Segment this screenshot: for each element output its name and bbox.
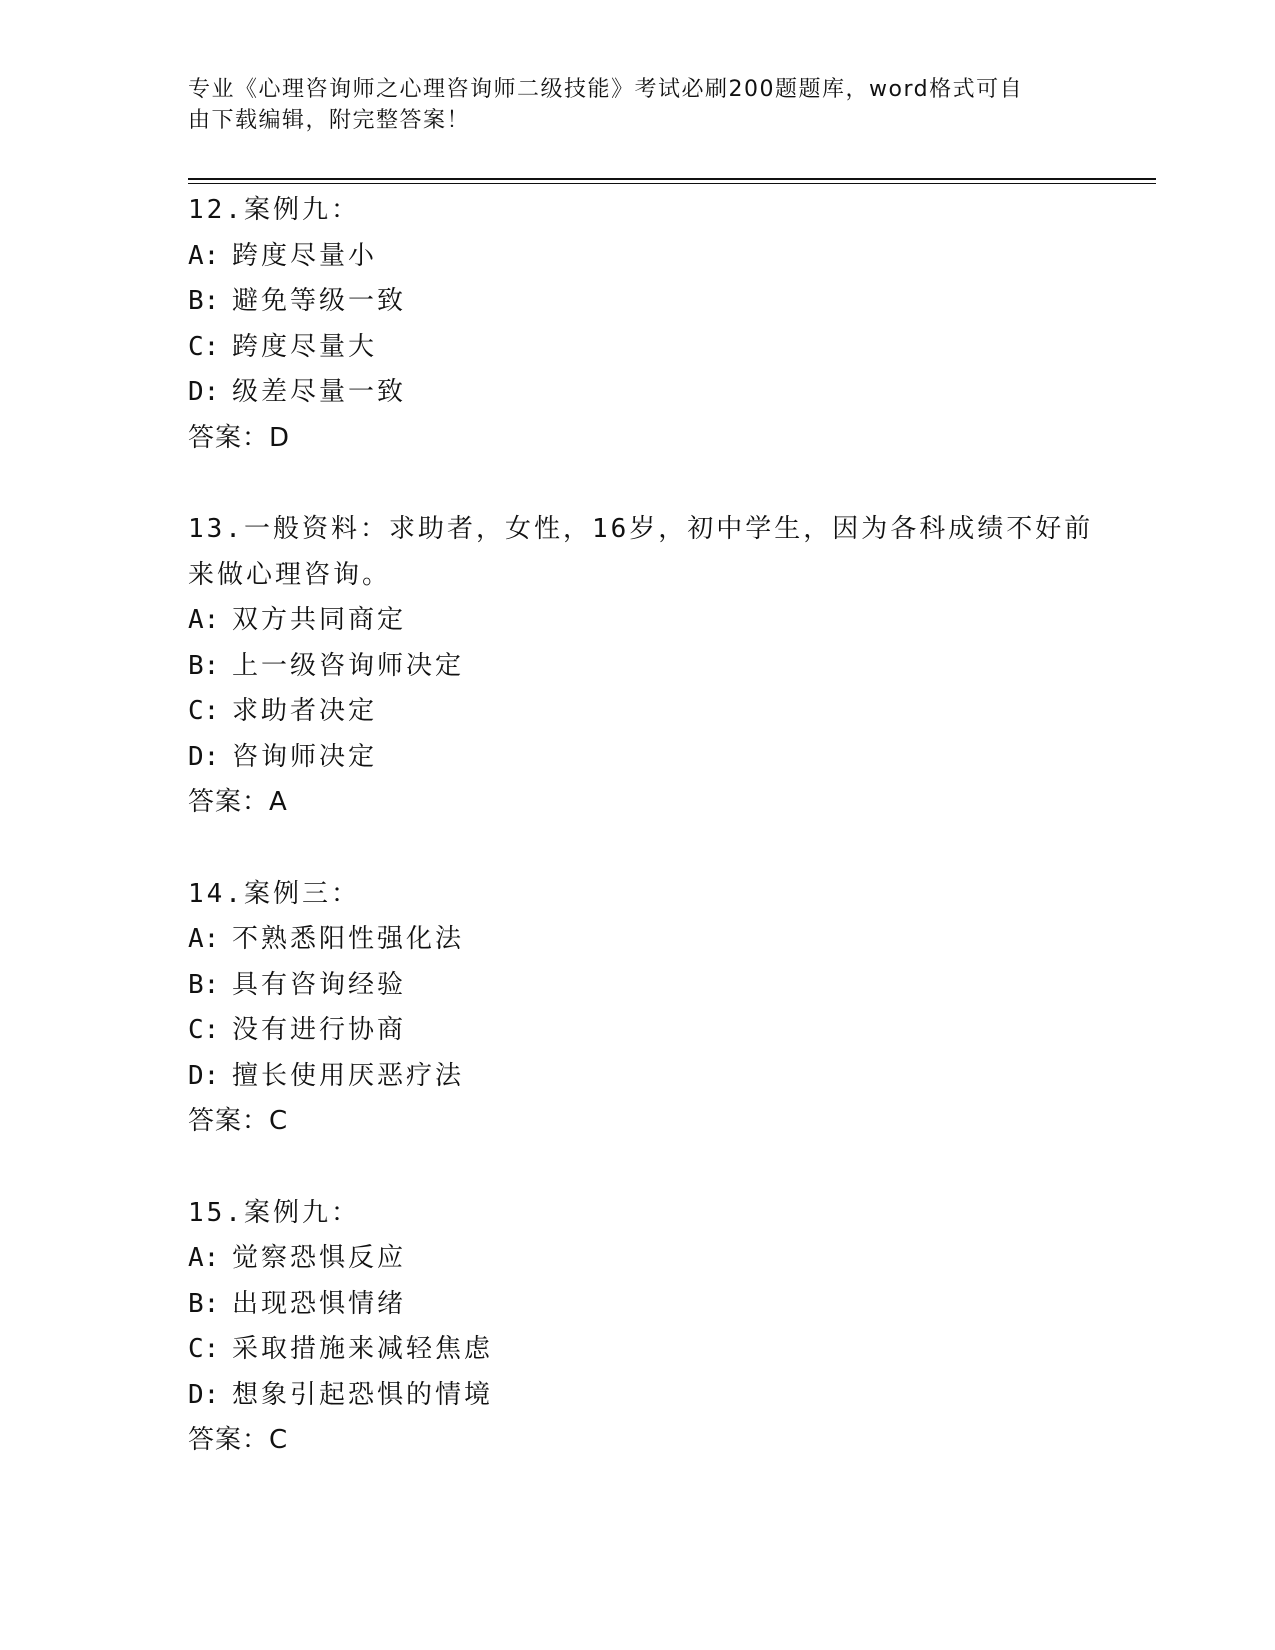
option-c <box>188 689 1088 735</box>
option-letter: B: <box>188 1288 220 1319</box>
option-letter: C: <box>188 1015 220 1045</box>
question-15 <box>188 1191 1088 1464</box>
question-12 <box>188 188 1088 461</box>
header-divider-thick <box>188 178 1156 180</box>
header-divider-thin <box>188 183 1156 184</box>
option-letter: D: <box>188 377 220 407</box>
option-letter: A: <box>188 1243 220 1273</box>
option-letter: C: <box>188 1334 220 1364</box>
option-d <box>188 370 1088 416</box>
option-text: 双方共同商定 <box>232 605 407 635</box>
option-text: 出现恐惧情绪 <box>232 1288 407 1319</box>
option-d <box>188 735 1088 781</box>
option-text: 上一级咨询师决定 <box>232 650 465 681</box>
answer-line: 答案：D <box>188 422 291 453</box>
document-header <box>188 74 1078 136</box>
option-text: 避免等级一致 <box>232 286 407 316</box>
option-d <box>188 1054 1088 1100</box>
option-c <box>188 1327 1088 1373</box>
option-letter: A: <box>188 240 220 271</box>
option-text: 想象引起恐惧的情境 <box>232 1379 494 1410</box>
question-stem-line-2: 来做心理咨询。 <box>188 559 392 590</box>
option-a <box>188 917 1088 963</box>
answer-line: 答案：C <box>188 1106 289 1136</box>
option-text: 咨询师决定 <box>232 741 378 772</box>
option-b <box>188 279 1088 325</box>
option-b <box>188 963 1088 1009</box>
option-text: 觉察恐惧反应 <box>232 1243 407 1273</box>
option-letter: C: <box>188 696 220 726</box>
option-letter: C: <box>188 331 220 362</box>
header-line-2: 由下载编辑，附完整答案！ <box>188 108 471 133</box>
option-text: 不熟悉阳性强化法 <box>232 924 465 954</box>
option-text: 没有进行协商 <box>232 1015 407 1045</box>
option-text: 擅长使用厌恶疗法 <box>232 1060 465 1091</box>
option-a <box>188 1236 1088 1282</box>
option-letter: B: <box>188 969 220 1000</box>
option-d <box>188 1373 1088 1419</box>
option-letter: B: <box>188 650 220 681</box>
option-b <box>188 644 1088 690</box>
option-letter: A: <box>188 924 220 954</box>
question-stem: 12.案例九： <box>188 195 360 225</box>
option-letter: D: <box>188 1060 220 1091</box>
answer-line: 答案：C <box>188 1425 289 1455</box>
option-c <box>188 1008 1088 1054</box>
question-14 <box>188 872 1088 1145</box>
question-13 <box>188 507 1094 826</box>
option-text: 具有咨询经验 <box>232 969 407 1000</box>
header-line-1: 专业《心理咨询师之心理咨询师二级技能》考试必刷200题题库，word格式可自 <box>188 77 1024 102</box>
option-text: 采取措施来减轻焦虑 <box>232 1334 494 1364</box>
option-text: 跨度尽量大 <box>232 331 378 362</box>
answer-line: 答案：A <box>188 787 288 817</box>
question-stem: 15.案例九： <box>188 1197 360 1228</box>
option-text: 求助者决定 <box>232 696 378 726</box>
question-stem: 14.案例三： <box>188 878 360 909</box>
option-letter: A: <box>188 605 220 635</box>
option-a <box>188 598 1088 644</box>
option-text: 级差尽量一致 <box>232 377 407 407</box>
option-b <box>188 1282 1088 1328</box>
option-letter: D: <box>188 1379 220 1410</box>
option-c <box>188 325 1088 371</box>
question-list <box>188 188 1094 1510</box>
option-text: 跨度尽量小 <box>232 240 378 271</box>
option-letter: D: <box>188 741 220 772</box>
option-a <box>188 234 1088 280</box>
question-stem-line-1: 13.一般资料：求助者，女性，16岁，初中学生，因为各科成绩不好前 <box>188 514 1094 544</box>
option-letter: B: <box>188 286 220 316</box>
